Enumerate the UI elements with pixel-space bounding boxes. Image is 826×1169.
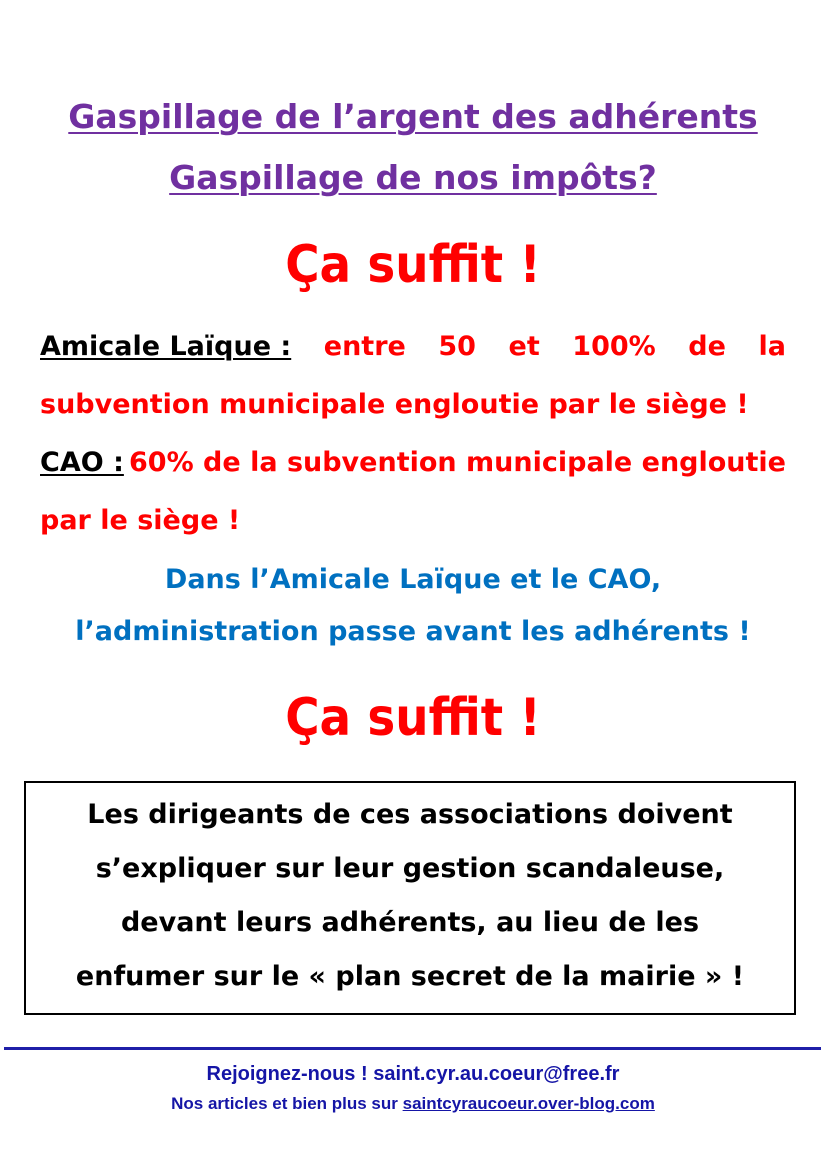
slogan-repeat: Ça suffit ! [285, 688, 541, 748]
demand-box [24, 781, 796, 1015]
cao-line-2-text: par le siège ! [40, 505, 241, 536]
amicale-line-2 [40, 376, 786, 434]
statement-line-1: Dans l’Amicale Laïque et le CAO, [164, 564, 662, 595]
footer-articles-prefix: Nos articles et bien plus sur [171, 1094, 403, 1113]
slogan: Ça suffit ! [285, 235, 541, 295]
amicale-word: la [758, 331, 786, 362]
box-line: s’expliquer sur leur gestion scandaleuse, [95, 853, 725, 884]
amicale-paragraph [40, 318, 786, 434]
box-line: enfumer sur le « plan secret de la mairie » ! [75, 961, 745, 992]
box-line: Les dirigeants de ces associations doivent [87, 799, 733, 830]
cao-line-1 [40, 434, 786, 492]
amicale-word: 50 [438, 331, 476, 362]
blog-link[interactable]: saintcyraucoeur.over-blog.com [402, 1094, 655, 1113]
amicale-line-2-text: subvention municipale engloutie par le siège ! [40, 389, 749, 420]
cao-label: CAO : [40, 447, 124, 478]
amicale-word: et [508, 331, 540, 362]
box-line: devant leurs adhérents, au lieu de les [120, 907, 700, 938]
amicale-label: Amicale Laïque : [40, 331, 292, 362]
title-line-1 [0, 97, 826, 137]
amicale-word: de [688, 331, 726, 362]
amicale-word: 100% [572, 331, 656, 362]
footer-divider [4, 1047, 821, 1050]
footer-articles [0, 1092, 826, 1116]
title-line-2-text: Gaspillage de nos impôts? [169, 158, 657, 197]
cao-paragraph [40, 434, 786, 550]
footer-join: Rejoignez-nous ! saint.cyr.au.coeur@free.fr [206, 1063, 620, 1085]
amicale-line-1 [40, 318, 786, 376]
cao-line-1-text: 60% de la subvention municipale engloutie [129, 447, 786, 478]
cao-line-2 [40, 492, 786, 550]
title-line-2 [0, 158, 826, 198]
title-line-1-text: Gaspillage de l’argent des adhérents [68, 97, 758, 136]
statement-line-2: l’administration passe avant les adhérents ! [75, 616, 751, 647]
amicale-word: entre [323, 331, 406, 362]
